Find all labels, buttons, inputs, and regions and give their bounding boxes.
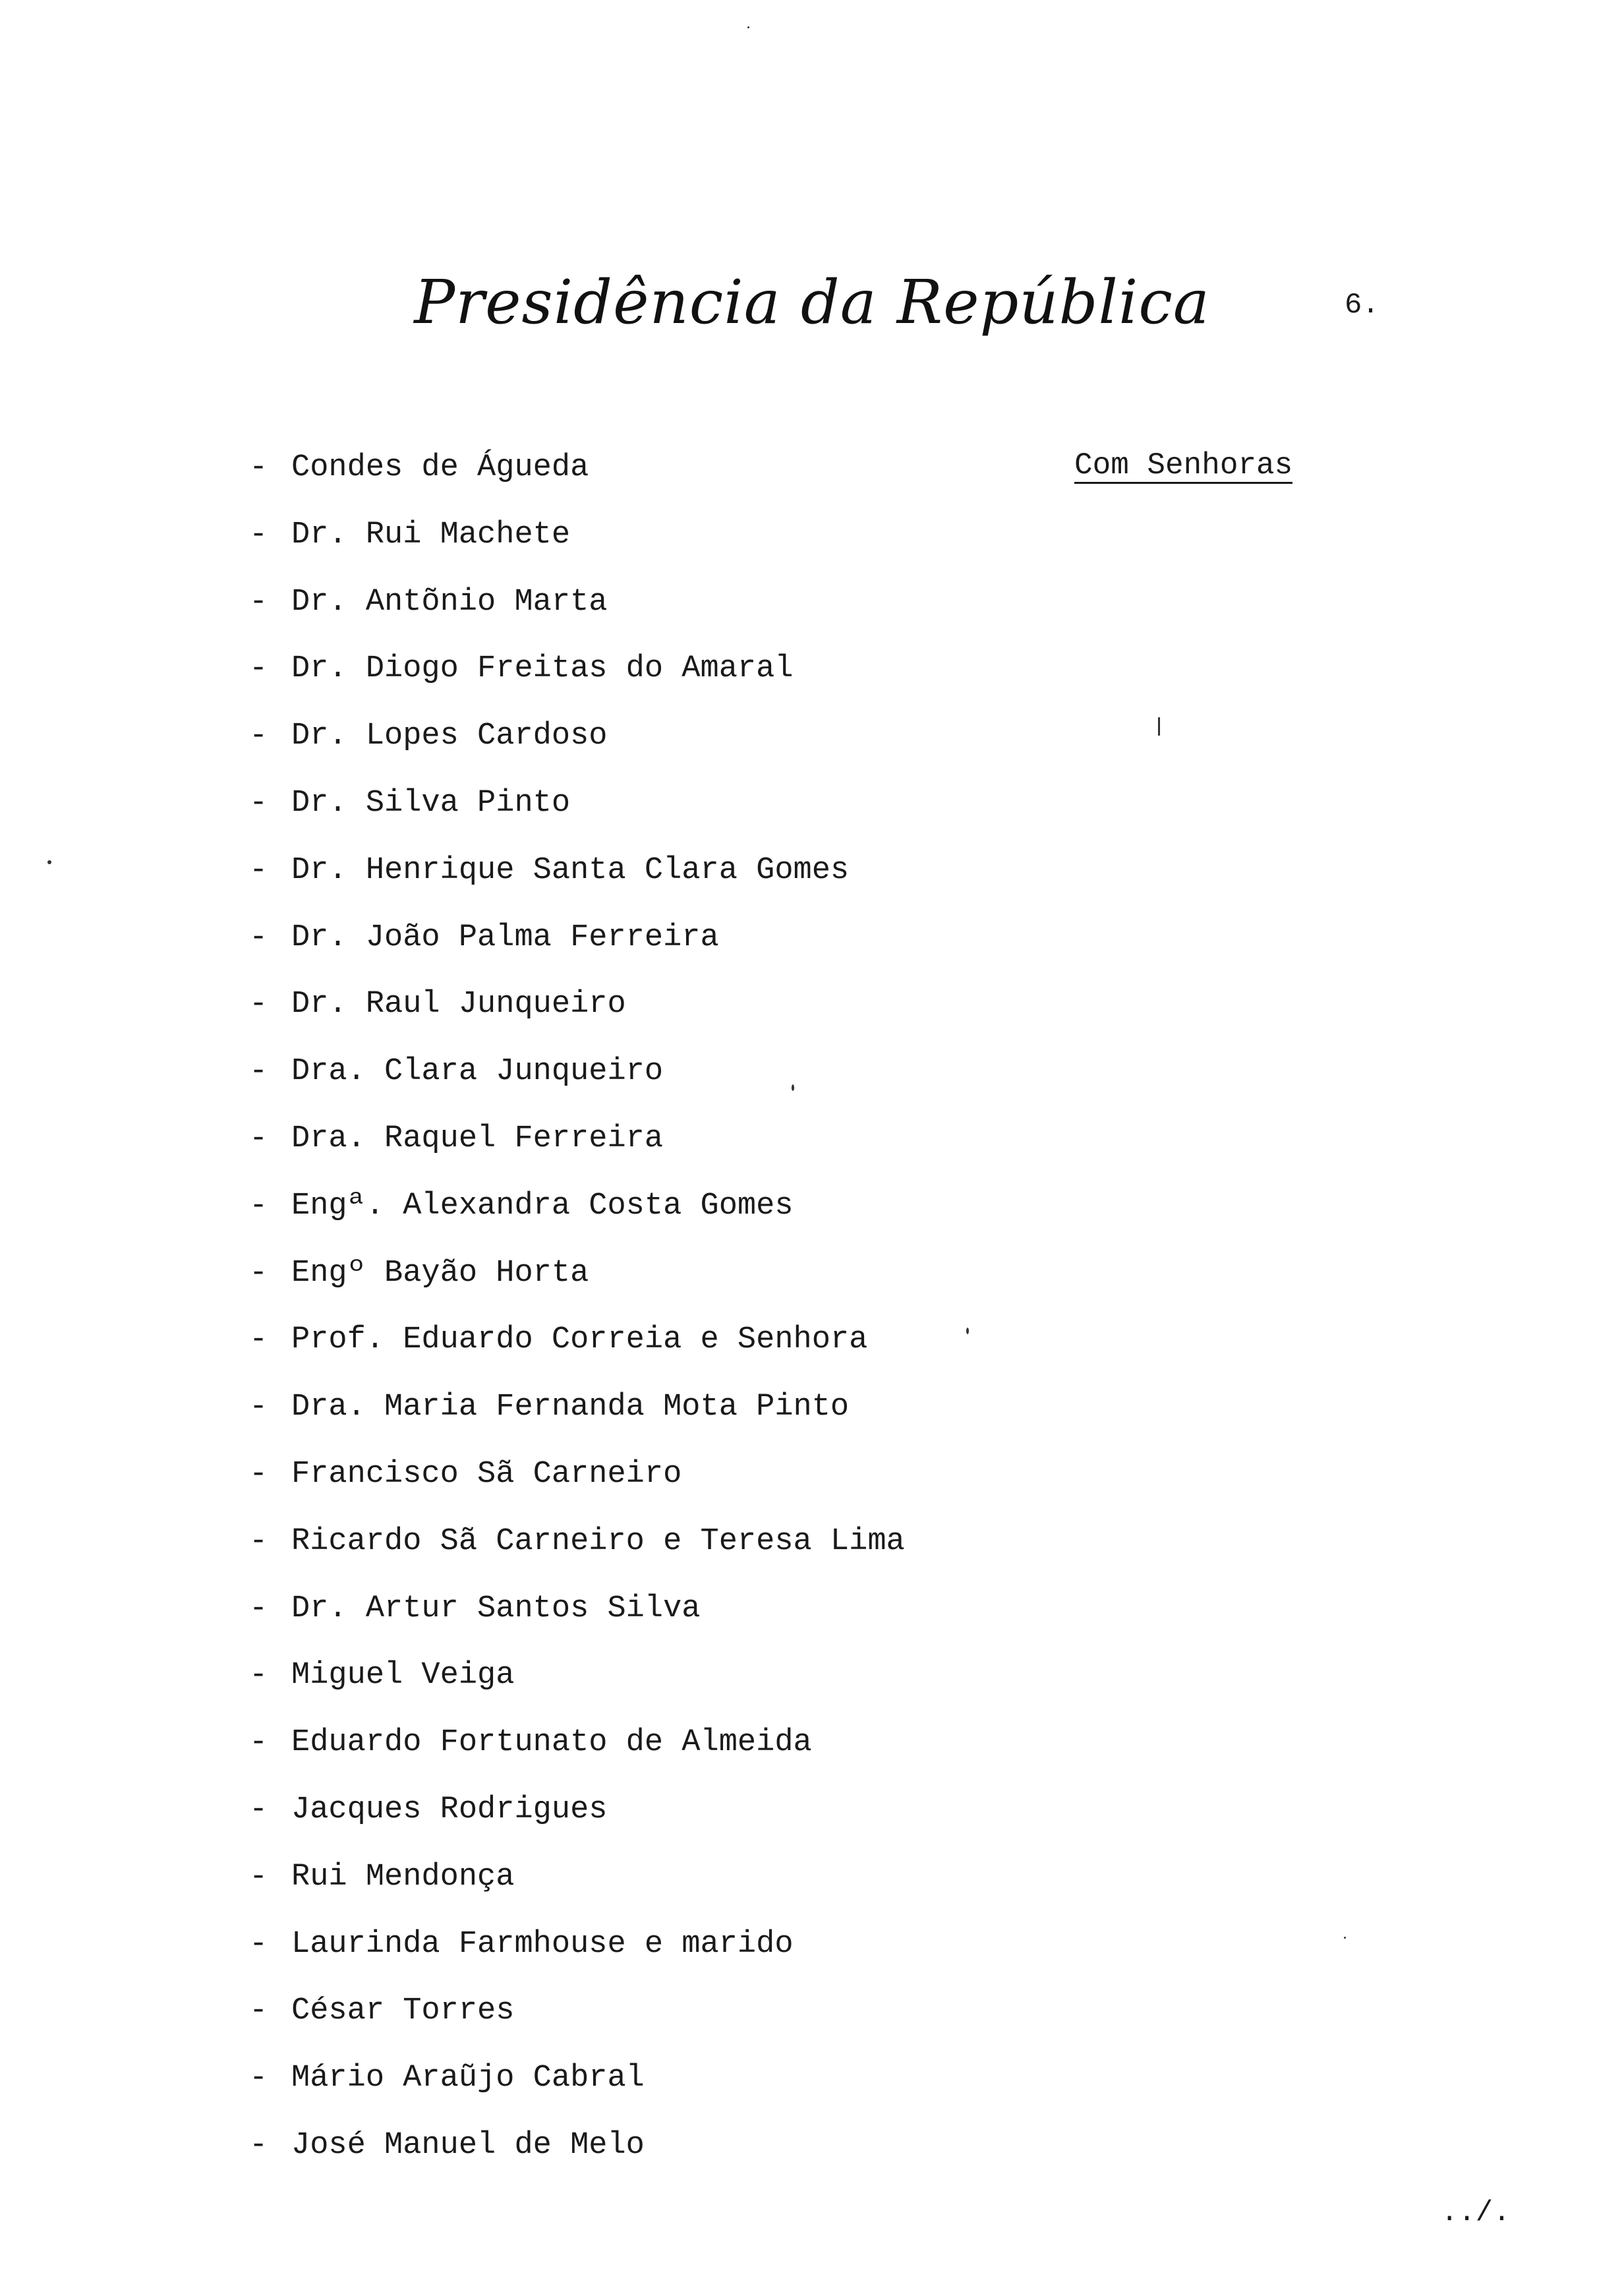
guest-name: Dr. Antõnio Marta: [291, 584, 608, 620]
guest-name: Dra. Raquel Ferreira: [291, 1121, 664, 1156]
guest-name: César Torres: [291, 1993, 515, 2029]
list-bullet: -: [249, 651, 268, 687]
list-item: [249, 517, 905, 584]
guest-list: [249, 450, 905, 2194]
guest-name: Dr. Henrique Santa Clara Gomes: [291, 852, 850, 888]
list-item: [249, 852, 905, 920]
list-item: [249, 1456, 905, 1523]
list-bullet: -: [249, 1121, 268, 1156]
guest-name: Dr. Rui Machete: [291, 517, 571, 552]
guest-name: Miguel Veiga: [291, 1658, 515, 1693]
list-item: [249, 1121, 905, 1188]
letterhead-title: Presidência da República: [414, 267, 1210, 338]
list-bullet: -: [249, 450, 268, 485]
list-bullet: -: [249, 1591, 268, 1626]
guest-name: Francisco Sã Carneiro: [291, 1456, 682, 1492]
list-item: [249, 1657, 905, 1724]
list-bullet: -: [249, 1993, 268, 2029]
guest-name: Dra. Clara Junqueiro: [291, 1054, 664, 1090]
guest-name: Dr. Diogo Freitas do Amaral: [291, 651, 794, 687]
list-bullet: -: [249, 584, 268, 620]
guest-name: Dr. João Palma Ferreira: [291, 920, 719, 955]
scan-speck: [747, 26, 749, 28]
guest-name: Prof. Eduardo Correia e Senhora: [291, 1322, 868, 1358]
list-bullet: -: [249, 785, 268, 821]
list-bullet: -: [249, 1792, 268, 1827]
list-bullet: -: [249, 1255, 268, 1291]
guest-name: Jacques Rodrigues: [291, 1792, 608, 1827]
list-bullet: -: [249, 719, 268, 754]
scan-speck: [966, 1328, 969, 1334]
guest-name: Engª. Alexandra Costa Gomes: [291, 1188, 794, 1223]
list-item: [249, 1591, 905, 1658]
list-item: [249, 920, 905, 987]
continuation-mark: ../.: [1441, 2196, 1511, 2229]
guest-name: Condes de Águeda: [291, 450, 589, 485]
list-item: [249, 2127, 905, 2194]
list-bullet: -: [249, 517, 268, 552]
list-item: [249, 1255, 905, 1322]
list-item: [249, 718, 905, 785]
list-item: [249, 1523, 905, 1591]
list-bullet: -: [249, 1859, 268, 1895]
list-item: [249, 2060, 905, 2127]
guest-name: Dra. Maria Fernanda Mota Pinto: [291, 1390, 850, 1425]
list-item: [249, 986, 905, 1053]
scan-speck: [1344, 1937, 1346, 1939]
list-bullet: -: [249, 1322, 268, 1358]
list-item: [249, 651, 905, 718]
list-item: [249, 584, 905, 651]
list-bullet: -: [249, 920, 268, 955]
list-item: [249, 1993, 905, 2060]
list-item: [249, 450, 905, 517]
list-bullet: -: [249, 1390, 268, 1425]
list-bullet: -: [249, 1926, 268, 1962]
guest-name: Dr. Silva Pinto: [291, 785, 571, 821]
scan-speck: [47, 860, 51, 864]
list-bullet: -: [249, 1523, 268, 1559]
guest-name: Laurinda Farmhouse e marido: [291, 1926, 794, 1962]
list-item: [249, 1792, 905, 1859]
list-item: [249, 1322, 905, 1389]
list-item: [249, 1188, 905, 1255]
guest-name: Engº Bayão Horta: [291, 1255, 589, 1291]
list-bullet: -: [249, 987, 268, 1022]
list-bullet: -: [249, 1456, 268, 1492]
page-number: 6.: [1345, 289, 1379, 322]
list-bullet: -: [249, 852, 268, 888]
list-bullet: -: [249, 1658, 268, 1693]
list-bullet: -: [249, 2127, 268, 2163]
list-bullet: -: [249, 2061, 268, 2096]
list-item: [249, 1053, 905, 1121]
guest-name: Mário Araũjo Cabral: [291, 2061, 645, 2096]
guest-name: Dr. Raul Junqueiro: [291, 987, 626, 1022]
list-item: [249, 1389, 905, 1456]
guest-name: José Manuel de Melo: [291, 2127, 645, 2163]
scan-speck: [1158, 717, 1160, 736]
list-item: [249, 1859, 905, 1926]
list-item: [249, 1926, 905, 1993]
column-note: Com Senhoras: [1074, 448, 1293, 483]
list-bullet: -: [249, 1054, 268, 1090]
list-bullet: -: [249, 1188, 268, 1223]
guest-name: Dr. Artur Santos Silva: [291, 1591, 701, 1626]
list-item: [249, 1724, 905, 1792]
scan-speck: [792, 1084, 794, 1091]
guest-name: Ricardo Sã Carneiro e Teresa Lima: [291, 1523, 905, 1559]
guest-name: Rui Mendonça: [291, 1859, 515, 1895]
guest-name: Eduardo Fortunato de Almeida: [291, 1725, 812, 1761]
list-item: [249, 785, 905, 852]
list-bullet: -: [249, 1725, 268, 1761]
guest-name: Dr. Lopes Cardoso: [291, 719, 608, 754]
